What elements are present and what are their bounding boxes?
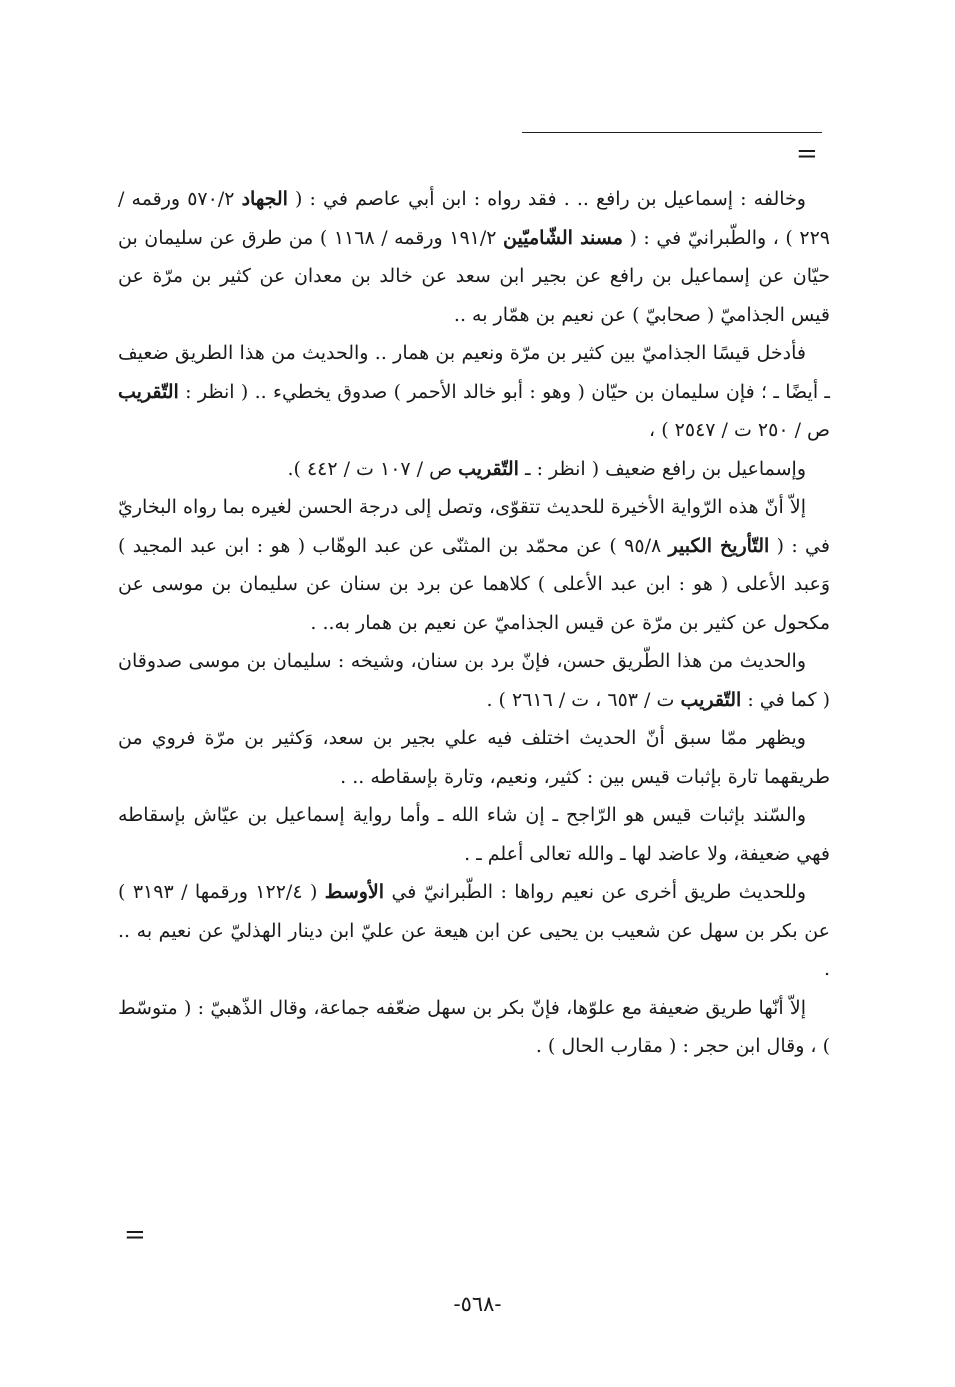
footnote-body bbox=[118, 180, 830, 1066]
text-run: وللحديث طريق أخرى عن نعيم رواها : الطّبرانيّ في bbox=[384, 881, 807, 903]
text-run: إلاّ أنّ هذه الرّواية الأخيرة للحديث تتقوّى، وتصل إلى درجة الحسن لغيره بما رواه البخاريّ في : ( bbox=[118, 496, 830, 557]
book-title: مسند الشّاميّين bbox=[503, 226, 623, 249]
page-number: -٥٦٨- bbox=[453, 1292, 502, 1316]
text-run: ( ١٢٢/٤ ورقمها / ٣١٩٣ ) عن بكر بن سهل عن شعيب بن يحيى عن ابن هيعة عن عليّ ابن دينار الهذليّ عن نعيم به .. . bbox=[118, 881, 830, 980]
text-run: وإسماعيل بن رافع ضعيف ( انظر : ـ bbox=[518, 457, 806, 480]
paragraph bbox=[118, 180, 830, 334]
text-run: ٥٧٠/٢ ورقمه / ٢٢٩ ) ، والطّبرانيّ في : ( bbox=[118, 188, 830, 249]
text-run: وخالفه : إسماعيل بن رافع .. . فقد رواه : ابن أبي عاصم في : ( bbox=[287, 188, 806, 210]
book-title: الجهاد bbox=[241, 188, 288, 210]
paragraph bbox=[118, 450, 830, 489]
paragraph bbox=[118, 873, 830, 989]
book-title: التّقريب bbox=[118, 380, 179, 403]
text-run: إلاّ أنّها طريق ضعيفة مع علوّها، فإنّ بكر بن سهل ضعّفه جماعة، وقال الذّهبيّ : ( متوسّط ) ، وقال ابن حجر : ( مقارب الحال ) . bbox=[118, 996, 830, 1057]
book-title: التّأريخ الكبير bbox=[668, 534, 770, 557]
text-run: ٩٥/٨ ) عن محمّد بن المثنّى عن عبد الوهّاب ( هو : ابن عبد المجيد ) وَعبد الأعلى ( هو : ابن عبد الأعلى ) كلاهما عن برد بن سنان عن سليمان بن موسى عن مكحول عن كثير بن مرّة عن قيس الجذاميّ عن نعيم بن همار به.. . bbox=[118, 534, 830, 634]
text-run: ويظهر ممّا سبق أنّ الحديث اختلف فيه علي بجير بن سعد، وَكثير بن مرّة فروي من طريقهما تارة بإثبات قيس بين : كثير، ونعيم، وتارة بإسقاطه .. . bbox=[118, 727, 830, 788]
paragraph bbox=[118, 642, 830, 719]
paragraph bbox=[118, 719, 830, 796]
footnote-separator-line bbox=[522, 132, 822, 133]
text-run: ص / ١٠٧ ت / ٤٤٢ ). bbox=[287, 457, 459, 480]
book-title: التّقريب bbox=[680, 688, 742, 711]
book-title: الأوسط bbox=[324, 881, 385, 903]
text-run: ١٩١/٢ ورقمه / ١١٦٨ ) من طرق عن سليمان بن حيّان عن إسماعيل بن رافع عن بجير ابن سعد عن خالد بن معدان عن كثير بن مرّة عن قيس الجذاميّ ( صحابيّ ) عن نعيم بن همّار به .. bbox=[118, 226, 830, 326]
continuation-mark-top: = bbox=[796, 139, 818, 169]
book-title: التّقريب bbox=[458, 457, 519, 480]
paragraph bbox=[118, 488, 830, 642]
text-run: فأدخل قيسًا الجذاميّ بين كثير بن مرّة ونعيم بن همار .. والحديث من هذا الطريق ضعيف ـ أيضًا ـ ؛ فإن سليمان بن حيّان ( وهو : أبو خالد الأحمر ) صدوق يخطيء .. ( انظر : bbox=[118, 342, 830, 403]
paragraph bbox=[118, 796, 830, 873]
text-run: ص / ٢٥٠ ت / ٢٥٤٧ ) ، bbox=[649, 419, 830, 441]
text-run: والسّند بإثبات قيس هو الرّاجح ـ إن شاء الله ـ وأما رواية إسماعيل بن عيّاش بإسقاطه فهي ضعيفة، ولا عاضد لها ـ والله تعالى أعلم ـ . bbox=[118, 804, 830, 865]
text-run: والحديث من هذا الطّريق حسن، فإنّ برد بن سنان، وشيخه : سليمان بن موسى صدوقان ( كما في : bbox=[118, 650, 830, 711]
text-run: ت / ٦٥٣ ، ت / ٢٦١٦ ) . bbox=[486, 688, 681, 711]
paragraph bbox=[118, 989, 830, 1066]
paragraph bbox=[118, 334, 830, 450]
continuation-mark-bottom: = bbox=[124, 1220, 146, 1250]
